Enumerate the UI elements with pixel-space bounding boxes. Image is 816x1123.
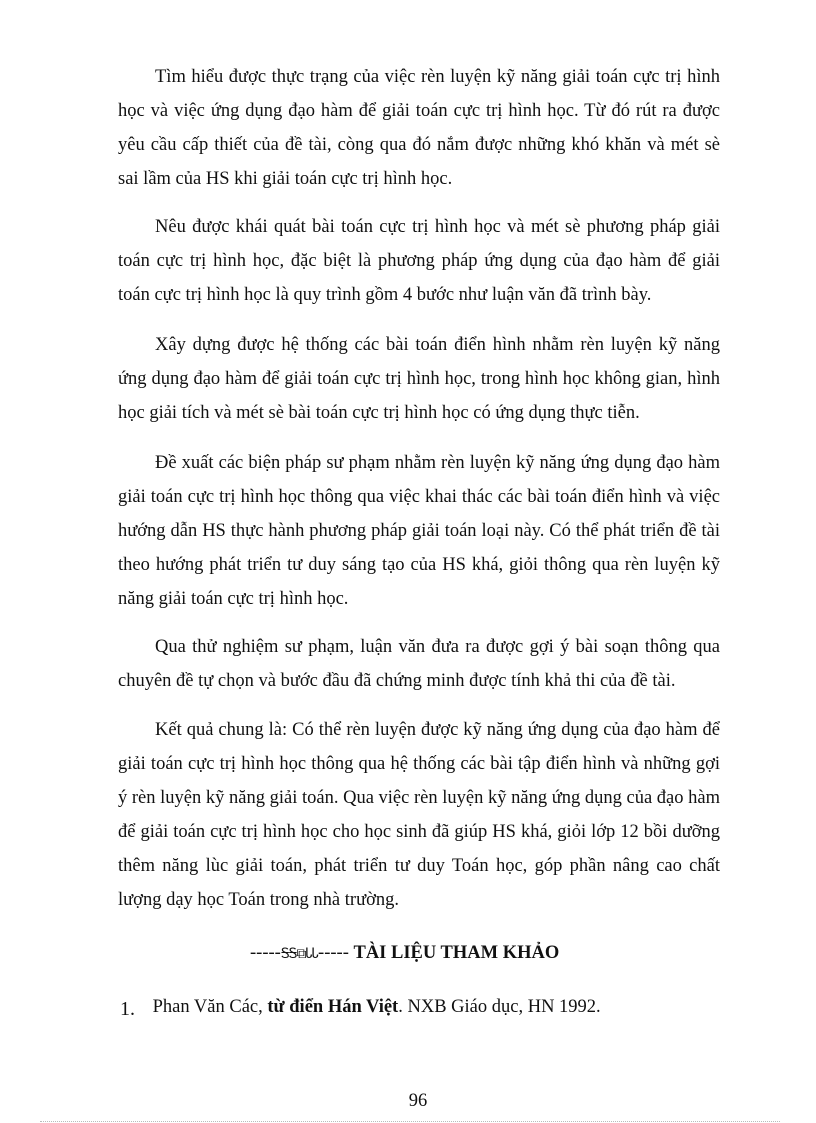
reference-item — [120, 992, 720, 1024]
references-title: TÀI LIỆU THAM KHẢO — [353, 943, 560, 963]
conclusion-paragraph-2: Nêu được khái quát bài toán cực trị hình học và mét sè phương pháp giải toán cực trị hình học, đặc biệt là phương pháp ứng dụng của đạo hàm để giải toán cực trị hình học là quy trình gồm 4 bước như luận văn đã trình bày. — [118, 217, 720, 305]
reference-title: từ điển Hán Việt — [267, 997, 399, 1017]
ornament-icon: ᎦᎦ⧉ᏓᏓ — [280, 946, 319, 962]
heading-dashes-left: ----- — [250, 943, 281, 963]
page-number: 96 — [408, 1091, 428, 1111]
conclusion-paragraph-3: Xây dựng được hệ thống các bài toán điển hình nhằm rèn luyện kỹ năng ứng dụng đạo hàm để giải toán cực trị hình học, trong hình học không gian, hình học giải tích và mét sè bài toán cực trị hình học có ứng dụng thực tiễn. — [118, 335, 720, 423]
reference-number: 1. — [120, 998, 135, 1020]
conclusion-paragraph-4: Đề xuất các biện pháp sư phạm nhằm rèn luyện kỹ năng ứng dụng đạo hàm giải toán cực trị hình học thông qua việc khai thác các bài toán điển hình và việc hướng dẫn HS thực hành phương pháp giải toán loại này. Có thể phát triển đề tài theo hướng phát triển tư duy sáng tạo của HS khá, giỏi thông qua rèn luyện kỹ năng giải toán cực trị hình học. — [118, 453, 720, 609]
conclusion-paragraph-1: Tìm hiểu được thực trạng của việc rèn luyện kỹ năng giải toán cực trị hình học và việc ứng dụng đạo hàm để giải toán cực trị hình học. Từ đó rút ra được yêu cầu cấp thiết của đề tài, còng qua đó nắm được những khó khăn và mét sè sai lầm của HS khi giải toán cực trị hình học. — [118, 67, 720, 189]
references-heading — [250, 938, 720, 969]
reference-publisher: . NXB Giáo dục, HN 1992. — [398, 997, 601, 1017]
footer-divider — [40, 1121, 780, 1122]
reference-author: Phan Văn Các, — [152, 997, 263, 1017]
conclusion-paragraph-6: Kết quả chung là: Có thể rèn luyện được kỹ năng ứng dụng của đạo hàm để giải toán cực trị hình học thông qua hệ thống các bài tập điển hình và những gợi ý rèn luyện kỹ năng giải toán. Qua việc rèn luyện kỹ năng ứng dụng của đạo hàm để giải toán cực trị hình học cho học sinh đã giúp HS khá, giỏi lớp 12 bồi dưỡng thêm năng lùc giải toán, phát triển tư duy Toán học, góp phần nâng cao chất lượng dạy học Toán trong nhà trường. — [118, 720, 720, 910]
heading-dashes-right: ----- — [318, 943, 349, 963]
conclusion-paragraph-5: Qua thử nghiệm sư phạm, luận văn đưa ra được gợi ý bài soạn thông qua chuyên đề tự chọn và bước đầu đã chứng minh được tính khả thi của đề tài. — [118, 637, 720, 691]
